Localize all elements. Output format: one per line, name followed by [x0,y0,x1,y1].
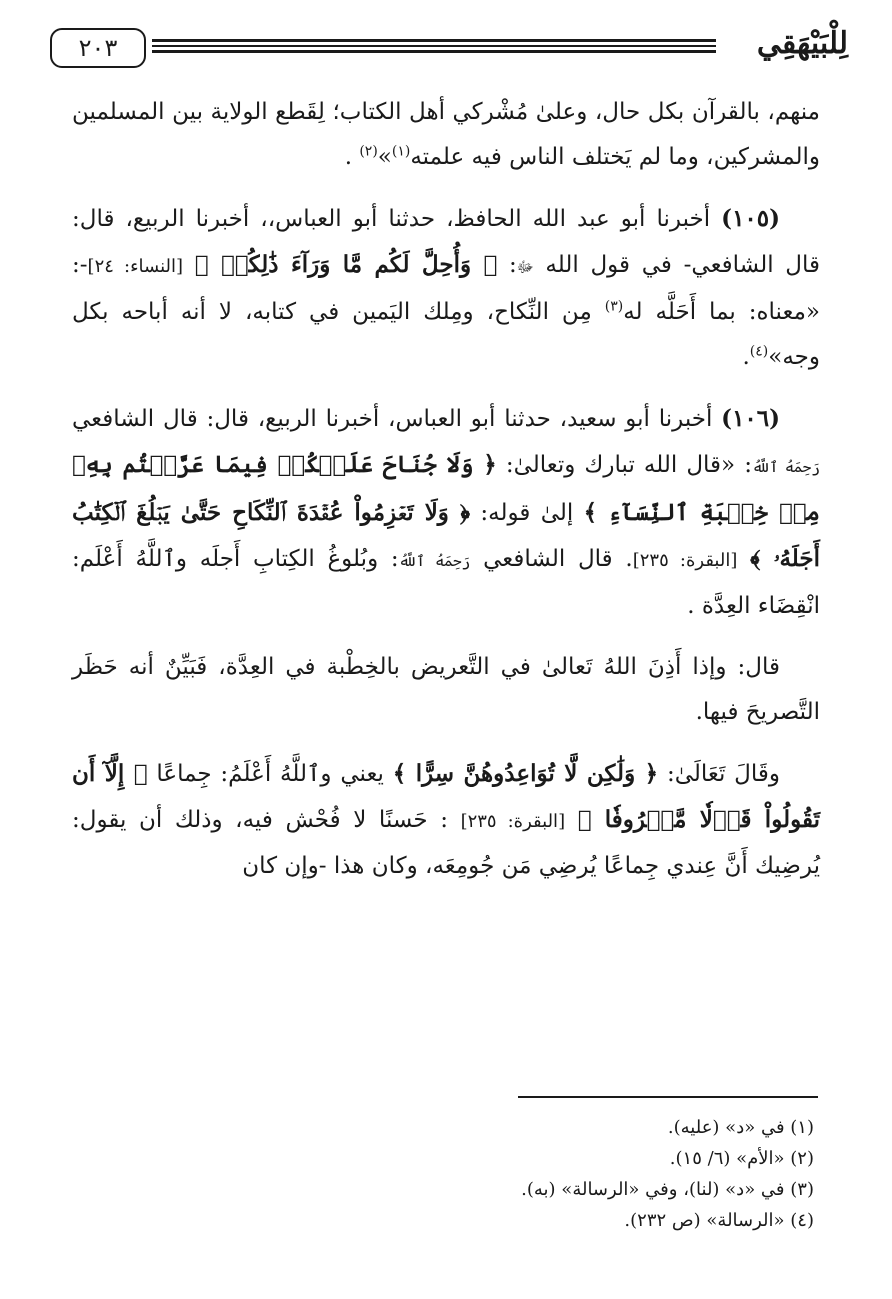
paragraph-text: : حَسنًا لا فُحْش فيه، وذلك أن يقول: يُرضِيك أَنَّ عِندي جِماعًا يُرضِي مَن جُومِعَه، وكان هذا -وإن كان [72,807,820,879]
paragraph-text: يعني وٱللَّهُ أَعْلَمُ: جِماعًا [156,761,384,787]
hadith-number: (١٠٦) [721,405,781,432]
paragraph-text: -: «معناه: بما أَحَلَّه له [72,252,820,325]
footnote-ref: (٤) [749,343,769,360]
paragraph-text: إلىٰ قوله: [480,500,574,526]
paragraph-text: : «قال الله تبارك وتعالىٰ: [505,452,752,478]
blessing: رَحِمَهُ ٱللَّهُ [398,552,471,570]
page-number: ٢٠٣ [50,28,146,68]
paragraph-text: مِن النِّكاح، ومِلك اليَمين في كتابه، لا أنه أباحه بكل وجه» [72,299,820,370]
surah-reference: [البقرة: ٢٣٥] [460,811,566,832]
hadith-number: (١٠٥) [721,205,781,232]
footnote: (٢) «الأم» (٦/ ١٥). [669,1148,814,1169]
paragraph-text: وقَالَ تَعَالَىٰ: [666,761,780,787]
paragraph-text: . قال الشافعي [483,546,633,572]
quran-verse: ﴿ وَلَا جُنَاحَ عَلَيۡكُمۡ فِيمَا عَرَّضۡتُم بِهِۦ مِنۡ خِطۡبَةِ ٱلنِّسَآءِ ﴾ [72,451,821,526]
footnote: (٣) في «د» (لنا)، وفي «الرسالة» (به). [521,1179,814,1200]
page-header [40,28,856,72]
paragraph-105 [72,196,820,380]
footnote-separator [518,1096,818,1098]
header-rule [152,39,716,53]
colon: : [509,252,517,278]
paragraph-text: منهم، بالقرآن بكل حال، وعلىٰ مُشْركي أهل الكتاب؛ لِقَطع الولاية بين المسلمين والمشركين، وما لم يَختلف الناس فيه علمته [72,99,820,170]
quran-verse: ﴿ وَلَا تَعۡزِمُواْ عُقۡدَةَ ٱلنِّكَاحِ حَتَّىٰ يَبۡلُغَ ٱلۡكِتَٰبُ أَجَلَهُۥ ﴾ [72,499,820,572]
footnote: (١) في «د» (عليه). [667,1117,814,1138]
surah-reference: [النساء: ٢٤] [87,256,184,277]
paragraph-106 [72,396,820,629]
quote-close: » [377,144,392,170]
paragraph-1 [72,90,820,180]
honorific: ﷻ [516,258,534,276]
period: . [344,144,353,170]
quran-verse: ﴿ وَأُحِلَّ لَكُم مَّا وَرَآءَ ذَٰلِكُمۡ ﴾ [194,251,498,278]
paragraph-text: أخبرنا أبو سعيد، حدثنا أبو العباس، أخبرنا الربيع، قال: قال الشافعي [72,406,713,432]
paragraph-text: قال: وإذا أَذِنَ اللهُ تَعالىٰ في التَّعريض بالخِطْبة في العِدَّة، فَبَيِّنٌ أنه حَظَر التَّصريحَ فيها. [72,654,820,725]
paragraph-4 [72,645,820,735]
blessing: رَحِمَهُ ٱللَّهُ [751,458,821,476]
main-text [72,90,820,905]
footnote-ref: (١) [391,143,411,160]
running-title: لِلْبَيْهَقِي [756,26,848,61]
period: . [742,344,750,370]
footnote-ref: (٢) [359,143,378,160]
quran-verse: ﴿ إِلَّآ أَن تَقُولُواْ قَوۡلٗا مَّعۡرُوفٗا ﴾ [72,760,820,833]
paragraph-5 [72,751,820,889]
paragraph-text: : وبُلوغُ الكِتابِ أَجلَه وٱللَّهُ أَعْلَم: انْقِضَاء العِدَّة . [72,546,820,619]
footnote: (٤) «الرسالة» (ص ٢٣٢). [624,1210,814,1231]
footnote-ref: (٣) [604,298,624,315]
footnotes [72,1112,814,1236]
quran-verse: ﴿ وَلَٰكِن لَّا تُوَاعِدُوهُنَّ سِرًّا ﴾ [392,760,659,787]
surah-reference: [البقرة: ٢٣٥] [632,550,738,571]
paragraph-text: أخبرنا أبو عبد الله الحافظ، حدثنا أبو العباس،، أخبرنا الربيع، قال: قال الشافعي- في قول الله [72,206,821,278]
